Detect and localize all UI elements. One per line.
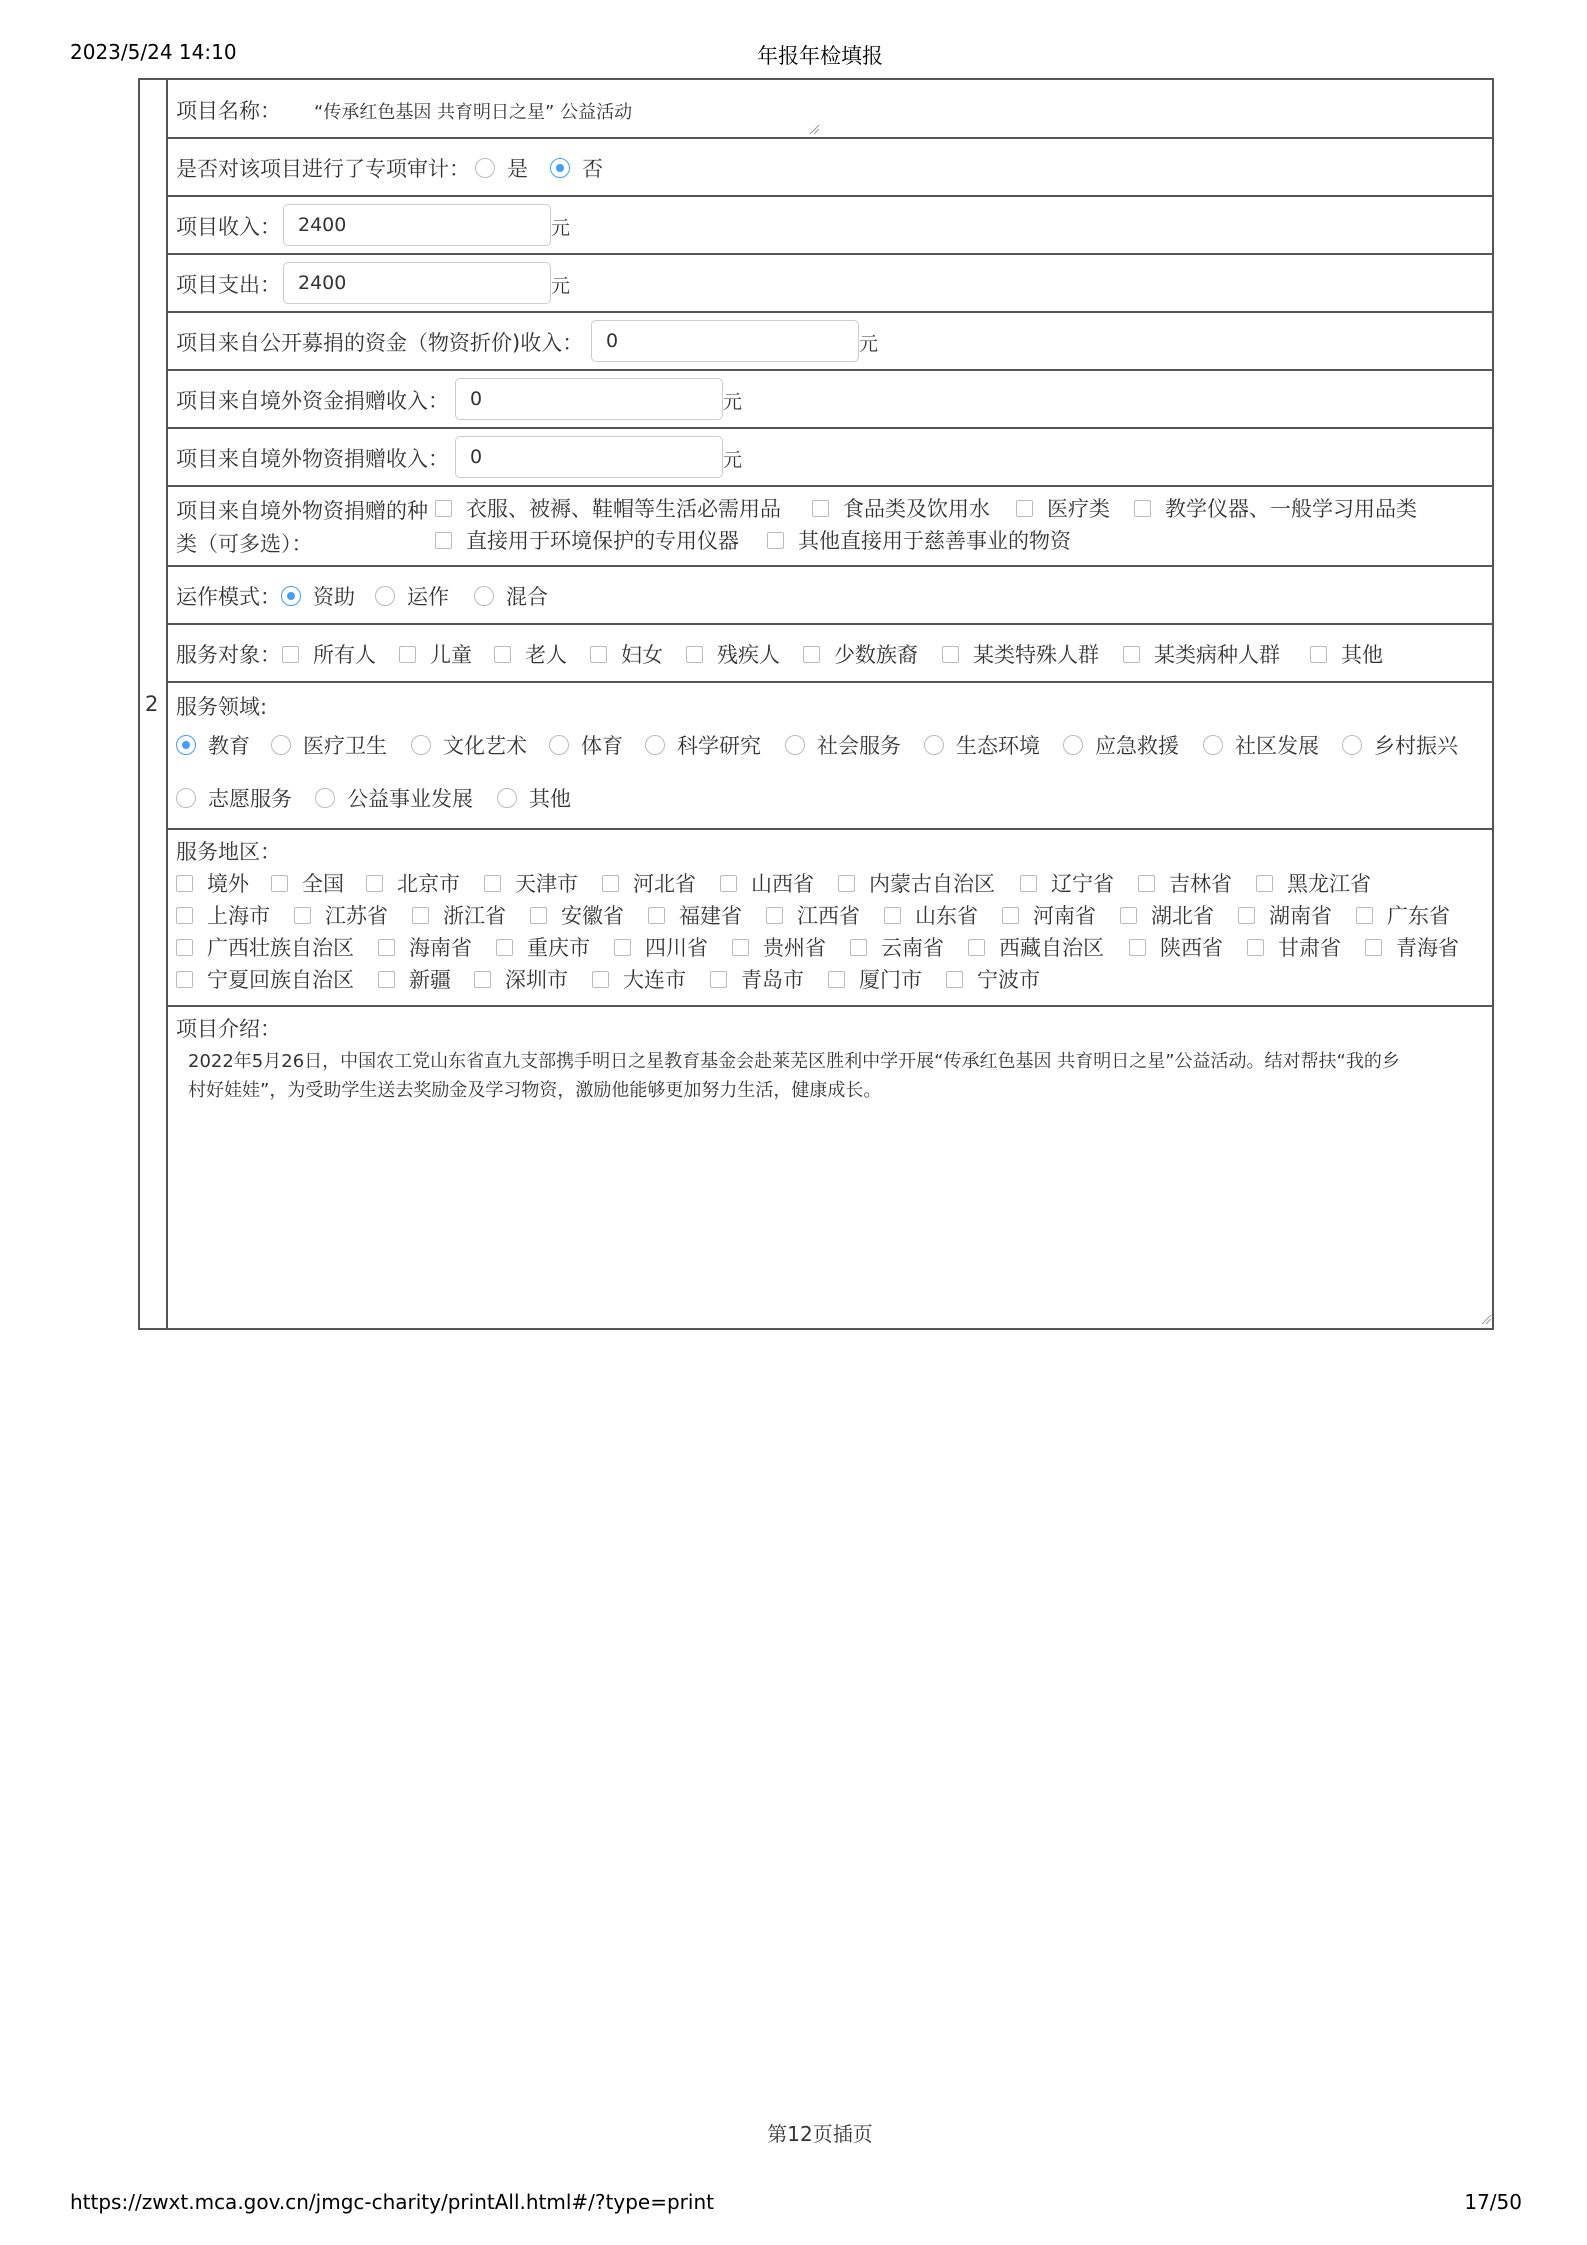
region-option[interactable]: 上海市 <box>176 900 270 930</box>
goods-type-option[interactable]: 食品类及饮用水 <box>812 493 990 523</box>
checkbox-icon <box>530 907 547 924</box>
service-field-option[interactable]: 应急救援 <box>1063 730 1179 760</box>
region-option[interactable]: 甘肃省 <box>1247 932 1341 962</box>
service-regions-label: 服务地区： <box>176 840 281 864</box>
row-overseas-goods <box>168 429 1492 487</box>
expense-label: 项目支出： <box>176 273 281 297</box>
region-option[interactable]: 云南省 <box>850 932 944 962</box>
checkbox-icon <box>1365 939 1382 956</box>
checkbox-icon <box>850 939 867 956</box>
checkbox-icon <box>1356 907 1373 924</box>
operation-mode-option[interactable]: 混合 <box>474 581 548 611</box>
region-option[interactable]: 黑龙江省 <box>1256 868 1371 898</box>
service-field-option[interactable]: 社会服务 <box>785 730 901 760</box>
row-operation-mode <box>168 567 1492 625</box>
checkbox-icon <box>1247 939 1264 956</box>
region-option[interactable]: 境外 <box>176 868 249 898</box>
checkbox-icon <box>884 907 901 924</box>
operation-mode-option[interactable]: 运作 <box>375 581 449 611</box>
checkbox-icon <box>828 971 845 988</box>
row-service-targets <box>168 625 1492 683</box>
service-field-option[interactable]: 其他 <box>497 783 571 813</box>
checkbox-icon <box>592 971 609 988</box>
region-option[interactable]: 北京市 <box>366 868 460 898</box>
overseas-funds-input[interactable]: 0 <box>455 378 723 420</box>
operation-mode-label: 运作模式： <box>176 585 281 609</box>
region-option[interactable]: 全国 <box>271 868 344 898</box>
region-option[interactable]: 浙江省 <box>412 900 506 930</box>
service-target-option[interactable]: 某类特殊人群 <box>942 639 1099 669</box>
service-target-option[interactable]: 少数族裔 <box>803 639 918 669</box>
service-target-option[interactable]: 妇女 <box>590 639 663 669</box>
region-option[interactable]: 大连市 <box>592 964 686 994</box>
region-option[interactable]: 河南省 <box>1002 900 1096 930</box>
row-income <box>168 197 1492 255</box>
radio-icon <box>375 586 395 606</box>
region-option[interactable]: 厦门市 <box>828 964 922 994</box>
checkbox-icon <box>176 907 193 924</box>
region-option[interactable]: 西藏自治区 <box>968 932 1104 962</box>
operation-mode-option[interactable]: 资助 <box>281 581 355 611</box>
checkbox-icon <box>1120 907 1137 924</box>
radio-icon <box>1063 735 1083 755</box>
checkbox-icon <box>435 500 452 517</box>
service-field-option[interactable]: 体育 <box>549 730 623 760</box>
checkbox-icon <box>1256 875 1273 892</box>
checkbox-icon <box>1238 907 1255 924</box>
public-donation-label: 项目来自公开募捐的资金（物资折价)收入： <box>176 331 584 355</box>
service-target-option[interactable]: 其他 <box>1310 639 1383 669</box>
audit-option-no[interactable]: 否 <box>550 153 603 183</box>
region-option[interactable]: 江苏省 <box>294 900 388 930</box>
audit-option-yes[interactable]: 是 <box>475 153 528 183</box>
radio-icon <box>1342 735 1362 755</box>
region-option[interactable]: 辽宁省 <box>1020 868 1114 898</box>
service-field-option[interactable]: 科学研究 <box>645 730 761 760</box>
goods-type-option[interactable]: 直接用于环境保护的专用仪器 <box>435 525 739 555</box>
checkbox-icon <box>378 939 395 956</box>
region-option[interactable]: 河北省 <box>602 868 696 898</box>
region-option[interactable]: 青海省 <box>1365 932 1459 962</box>
goods-type-option[interactable]: 教学仪器、一般学习用品类 <box>1134 493 1417 523</box>
goods-type-option[interactable]: 医疗类 <box>1016 493 1110 523</box>
resize-grip-icon[interactable] <box>808 123 820 135</box>
checkbox-icon <box>766 907 783 924</box>
income-label: 项目收入： <box>176 215 281 239</box>
checkbox-icon <box>602 875 619 892</box>
row-goods-types <box>168 487 1492 567</box>
radio-icon <box>549 735 569 755</box>
radio-icon <box>475 158 495 178</box>
region-option[interactable]: 吉林省 <box>1138 868 1232 898</box>
checkbox-icon <box>176 875 193 892</box>
row-public-donation <box>168 313 1492 371</box>
resize-grip-icon[interactable] <box>1480 1313 1492 1325</box>
intro-text-line2: 村好娃娃”，为受助学生送去奖励金及学习物资，激励他能够更加努力生活，健康成长。 <box>188 1080 882 1101</box>
radio-icon <box>497 788 517 808</box>
service-field-option[interactable]: 文化艺术 <box>411 730 527 760</box>
checkbox-icon <box>1016 500 1033 517</box>
radio-icon <box>176 788 196 808</box>
checkbox-icon <box>494 646 511 663</box>
goods-types-label-line1: 项目来自境外物资捐赠的种 <box>176 499 428 523</box>
service-target-option[interactable]: 某类病种人群 <box>1123 639 1280 669</box>
region-option[interactable]: 福建省 <box>648 900 742 930</box>
checkbox-icon <box>686 646 703 663</box>
region-option[interactable]: 山东省 <box>884 900 978 930</box>
overseas-goods-unit: 元 <box>723 449 743 471</box>
print-datetime: 2023/5/24 14:10 <box>70 40 237 64</box>
public-donation-input[interactable]: 0 <box>591 320 859 362</box>
audit-label: 是否对该项目进行了专项审计： <box>176 157 470 181</box>
page-title: 年报年检填报 <box>757 44 883 68</box>
radio-icon <box>924 735 944 755</box>
radio-icon <box>474 586 494 606</box>
service-field-option[interactable]: 社区发展 <box>1203 730 1319 760</box>
project-table <box>138 78 1494 1330</box>
checkbox-icon <box>496 939 513 956</box>
checkbox-icon <box>812 500 829 517</box>
radio-icon <box>1203 735 1223 755</box>
checkbox-icon <box>271 875 288 892</box>
checkbox-icon <box>767 532 784 549</box>
checkbox-icon <box>294 907 311 924</box>
checkbox-icon <box>803 646 820 663</box>
page-number: 17/50 <box>1464 2190 1522 2214</box>
service-field-option[interactable]: 公益事业发展 <box>315 783 473 813</box>
region-option[interactable]: 广东省 <box>1356 900 1450 930</box>
row-intro <box>168 1007 1492 1330</box>
radio-selected-icon <box>550 158 570 178</box>
radio-icon <box>271 735 291 755</box>
income-unit: 元 <box>551 217 571 239</box>
public-donation-unit: 元 <box>859 333 879 355</box>
service-targets-label: 服务对象： <box>176 643 281 667</box>
region-option[interactable]: 新疆 <box>378 964 451 994</box>
region-option[interactable]: 宁波市 <box>946 964 1040 994</box>
region-option[interactable]: 湖北省 <box>1120 900 1214 930</box>
checkbox-icon <box>648 907 665 924</box>
goods-type-option[interactable]: 其他直接用于慈善事业的物资 <box>767 525 1071 555</box>
project-name-label: 项目名称： <box>176 99 281 123</box>
checkbox-icon <box>435 532 452 549</box>
service-target-option[interactable]: 所有人 <box>282 639 376 669</box>
row-overseas-funds <box>168 371 1492 429</box>
checkbox-icon <box>590 646 607 663</box>
row-expense <box>168 255 1492 313</box>
radio-selected-icon <box>176 735 196 755</box>
region-option[interactable]: 山西省 <box>720 868 814 898</box>
checkbox-icon <box>968 939 985 956</box>
service-field-option[interactable]: 志愿服务 <box>176 783 292 813</box>
checkbox-icon <box>1138 875 1155 892</box>
overseas-goods-label: 项目来自境外物资捐赠收入： <box>176 447 449 471</box>
page-insert-note: 第12页插页 <box>767 2122 873 2146</box>
service-target-option[interactable]: 残疾人 <box>686 639 780 669</box>
checkbox-icon <box>399 646 416 663</box>
service-target-option[interactable]: 老人 <box>494 639 567 669</box>
checkbox-icon <box>720 875 737 892</box>
region-option[interactable]: 贵州省 <box>732 932 826 962</box>
region-option[interactable]: 广西壮族自治区 <box>176 932 354 962</box>
checkbox-icon <box>1129 939 1146 956</box>
region-option[interactable]: 天津市 <box>484 868 578 898</box>
expense-unit: 元 <box>551 275 571 297</box>
checkbox-icon <box>710 971 727 988</box>
region-option[interactable]: 深圳市 <box>474 964 568 994</box>
goods-type-option[interactable]: 衣服、被褥、鞋帽等生活必需用品 <box>435 493 781 523</box>
overseas-funds-label: 项目来自境外资金捐赠收入： <box>176 389 449 413</box>
service-field-option[interactable]: 医疗卫生 <box>271 730 387 760</box>
overseas-goods-input[interactable]: 0 <box>455 436 723 478</box>
checkbox-icon <box>1134 500 1151 517</box>
goods-types-label-line2: 类（可多选）： <box>176 532 313 556</box>
checkbox-icon <box>176 971 193 988</box>
row-index: 2 <box>145 692 159 716</box>
checkbox-icon <box>1020 875 1037 892</box>
region-option[interactable]: 江西省 <box>766 900 860 930</box>
radio-icon <box>645 735 665 755</box>
checkbox-icon <box>1310 646 1327 663</box>
radio-selected-icon <box>281 586 301 606</box>
intro-text-line1: 2022年5月26日，中国农工党山东省直九支部携手明日之星教育基金会赴莱芜区胜利中学开展“传承红色基因 共育明日之星”公益活动。结对帮扶“我的乡 <box>188 1051 1400 1072</box>
checkbox-icon <box>946 971 963 988</box>
service-field-option[interactable]: 生态环境 <box>924 730 1040 760</box>
region-option[interactable]: 安徽省 <box>530 900 624 930</box>
region-option[interactable]: 海南省 <box>378 932 472 962</box>
radio-icon <box>785 735 805 755</box>
project-name-input[interactable]: “传承红色基因 共育明日之星” 公益活动 <box>314 102 633 123</box>
checkbox-icon <box>366 875 383 892</box>
radio-icon <box>315 788 335 808</box>
checkbox-icon <box>614 939 631 956</box>
row-service-regions <box>168 830 1492 1007</box>
region-option[interactable]: 重庆市 <box>496 932 590 962</box>
checkbox-icon <box>412 907 429 924</box>
checkbox-icon <box>282 646 299 663</box>
region-option[interactable]: 青岛市 <box>710 964 804 994</box>
checkbox-icon <box>838 875 855 892</box>
checkbox-icon <box>378 971 395 988</box>
overseas-funds-unit: 元 <box>723 391 743 413</box>
service-fields-label: 服务领域: <box>176 695 268 719</box>
intro-label: 项目介绍： <box>176 1017 281 1041</box>
row-index-column <box>140 80 168 1328</box>
checkbox-icon <box>942 646 959 663</box>
checkbox-icon <box>176 939 193 956</box>
region-option[interactable]: 陕西省 <box>1129 932 1223 962</box>
checkbox-icon <box>484 875 501 892</box>
region-option[interactable]: 四川省 <box>614 932 708 962</box>
region-option[interactable]: 内蒙古自治区 <box>838 868 995 898</box>
service-target-option[interactable]: 儿童 <box>399 639 472 669</box>
region-option[interactable]: 宁夏回族自治区 <box>176 964 354 994</box>
page-url: https://zwxt.mca.gov.cn/jmgc-charity/printAll.html#/?type=print <box>70 2190 714 2214</box>
radio-icon <box>411 735 431 755</box>
checkbox-icon <box>474 971 491 988</box>
income-input[interactable]: 2400 <box>283 204 551 246</box>
region-option[interactable]: 湖南省 <box>1238 900 1332 930</box>
service-field-option[interactable]: 教育 <box>176 730 250 760</box>
row-service-fields <box>168 683 1492 830</box>
checkbox-icon <box>1123 646 1140 663</box>
row-project-name <box>168 80 1492 139</box>
service-field-option[interactable]: 乡村振兴 <box>1342 730 1458 760</box>
expense-input[interactable]: 2400 <box>283 262 551 304</box>
checkbox-icon <box>732 939 749 956</box>
checkbox-icon <box>1002 907 1019 924</box>
row-audit <box>168 139 1492 197</box>
